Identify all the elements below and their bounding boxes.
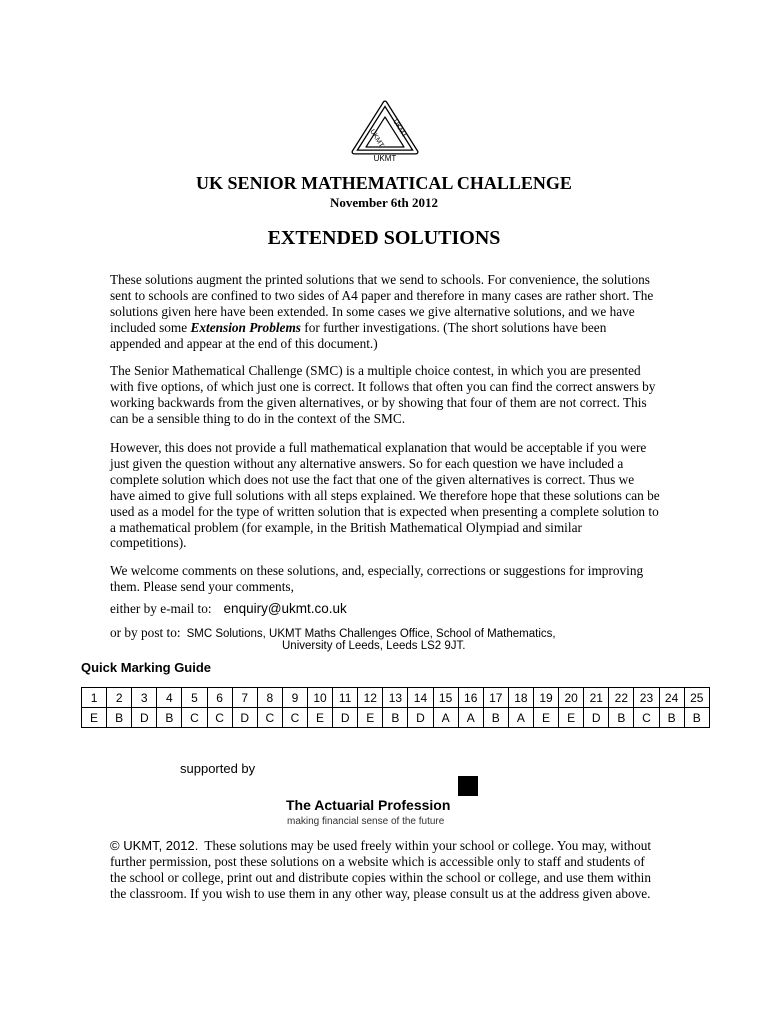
answer-letter: E [307,708,332,728]
answer-letter: B [659,708,684,728]
question-number: 25 [684,688,709,708]
answer-letter: E [559,708,584,728]
answer-letter: E [82,708,107,728]
answer-letter: B [684,708,709,728]
question-number: 18 [508,688,533,708]
question-number: 23 [634,688,659,708]
email-address[interactable]: enquiry@ukmt.co.uk [223,601,347,616]
answer-letter: B [157,708,182,728]
question-number: 5 [182,688,207,708]
answer-letter: D [584,708,609,728]
question-number: 11 [333,688,358,708]
question-number: 2 [107,688,132,708]
question-number: 16 [458,688,483,708]
answer-letter: D [333,708,358,728]
question-number: 4 [157,688,182,708]
explanation-paragraph: However, this does not provide a full mathematical explanation that would be acceptable if you were just given the question without any alternative answers. So for each question we have included a complete solution which does not use the fact that one of the given alternatives is correct. Thus we have aimed to give full solutions with all steps explained. We therefore hope that these solutions can be used as a model for the type of written solution that is expected when presenting a complete solution to a mathematical problem (for example, in the British Mathematical Olympiad and similar competitions). [110,440,660,551]
sponsor-tagline: making financial sense of the future [287,816,445,827]
question-number: 1 [82,688,107,708]
answer-letter: A [433,708,458,728]
question-number-row [82,688,710,708]
answer-letter: B [383,708,408,728]
email-label: either by e-mail to: [110,601,212,616]
question-number: 9 [282,688,307,708]
intro-text-1: These solutions augment the printed solutions that we send to schools. For convenience, the solutions sent to schools are confined to two sides of A4 paper and therefore in many cases are rather short. The solutions given here have been extended. In some cases we give alternative solutions, and we have included some [110,272,654,335]
copyright-text: These solutions may be used freely within your school or college. You may, without further permission, post these solutions on a website which is accessible only to staff and students of the school or college, print out and distribute copies within the school or college, and use them within the classroom. If you wish to use them in any other way, please consult us at the address given above. [110,838,652,901]
email-contact [110,601,347,617]
post-contact [110,625,556,641]
logo-left-text: UKMT [368,128,385,149]
marking-guide-table [81,687,710,728]
answer-letter: E [533,708,558,728]
logo-bottom-text: UKMT [373,154,397,162]
question-number: 10 [307,688,332,708]
copyright-symbol: © UKMT, 2012. [110,838,199,853]
ukmt-logo [350,100,420,162]
question-number: 8 [257,688,282,708]
question-number: 13 [383,688,408,708]
answer-letter: B [483,708,508,728]
answer-row [82,708,710,728]
answer-letter: D [408,708,433,728]
document-heading: EXTENDED SOLUTIONS [267,227,501,249]
marking-guide-title: Quick Marking Guide [81,660,212,675]
answer-letter: C [257,708,282,728]
question-number: 20 [559,688,584,708]
answer-letter: A [508,708,533,728]
smc-paragraph: The Senior Mathematical Challenge (SMC) is a multiple choice contest, in which you are presented with five options, of which just one is correct. It follows that often you can find the correct answers by working backwards from the given alternatives, or by showing that four of them are not correct. This can be a sensible thing to do in the context of the SMC. [110,363,656,426]
comments-paragraph: We welcome comments on these solutions, and, especially, corrections or suggestions for improving them. Please send your comments, [110,563,644,594]
post-address-line1: SMC Solutions, UKMT Maths Challenges Office, School of Mathematics, [186,628,556,640]
answer-letter: C [282,708,307,728]
question-number: 14 [408,688,433,708]
question-number: 24 [659,688,684,708]
sponsor-name: The Actuarial Profession [286,797,451,813]
question-number: 17 [483,688,508,708]
document-title: UK SENIOR MATHEMATICAL CHALLENGE [196,173,572,193]
question-number: 22 [609,688,634,708]
question-number: 12 [358,688,383,708]
supported-by-label: supported by [180,761,256,776]
extension-problems-emphasis: Extension Problems [190,319,301,335]
answer-letter: E [358,708,383,728]
post-address-line2: University of Leeds, Leeds LS2 9JT. [282,640,466,652]
answer-letter: D [232,708,257,728]
intro-text-2: for further investigations. (The short solutions have been appended and appear at the end of this document.) [110,319,607,351]
answer-letter: C [207,708,232,728]
question-number: 15 [433,688,458,708]
post-label: or by post to: [110,625,181,640]
question-number: 6 [207,688,232,708]
question-number: 19 [533,688,558,708]
logo-right-text: UKMT [391,118,408,139]
answer-letter: B [609,708,634,728]
document-date: November 6th 2012 [329,195,439,210]
question-number: 7 [232,688,257,708]
answer-letter: D [132,708,157,728]
copyright-notice [110,838,660,902]
actuarial-logo-square-icon [458,776,478,796]
question-number: 3 [132,688,157,708]
intro-paragraph [110,272,660,352]
answer-letter: A [458,708,483,728]
answer-letter: C [634,708,659,728]
question-number: 21 [584,688,609,708]
answer-letter: C [182,708,207,728]
answer-letter: B [107,708,132,728]
